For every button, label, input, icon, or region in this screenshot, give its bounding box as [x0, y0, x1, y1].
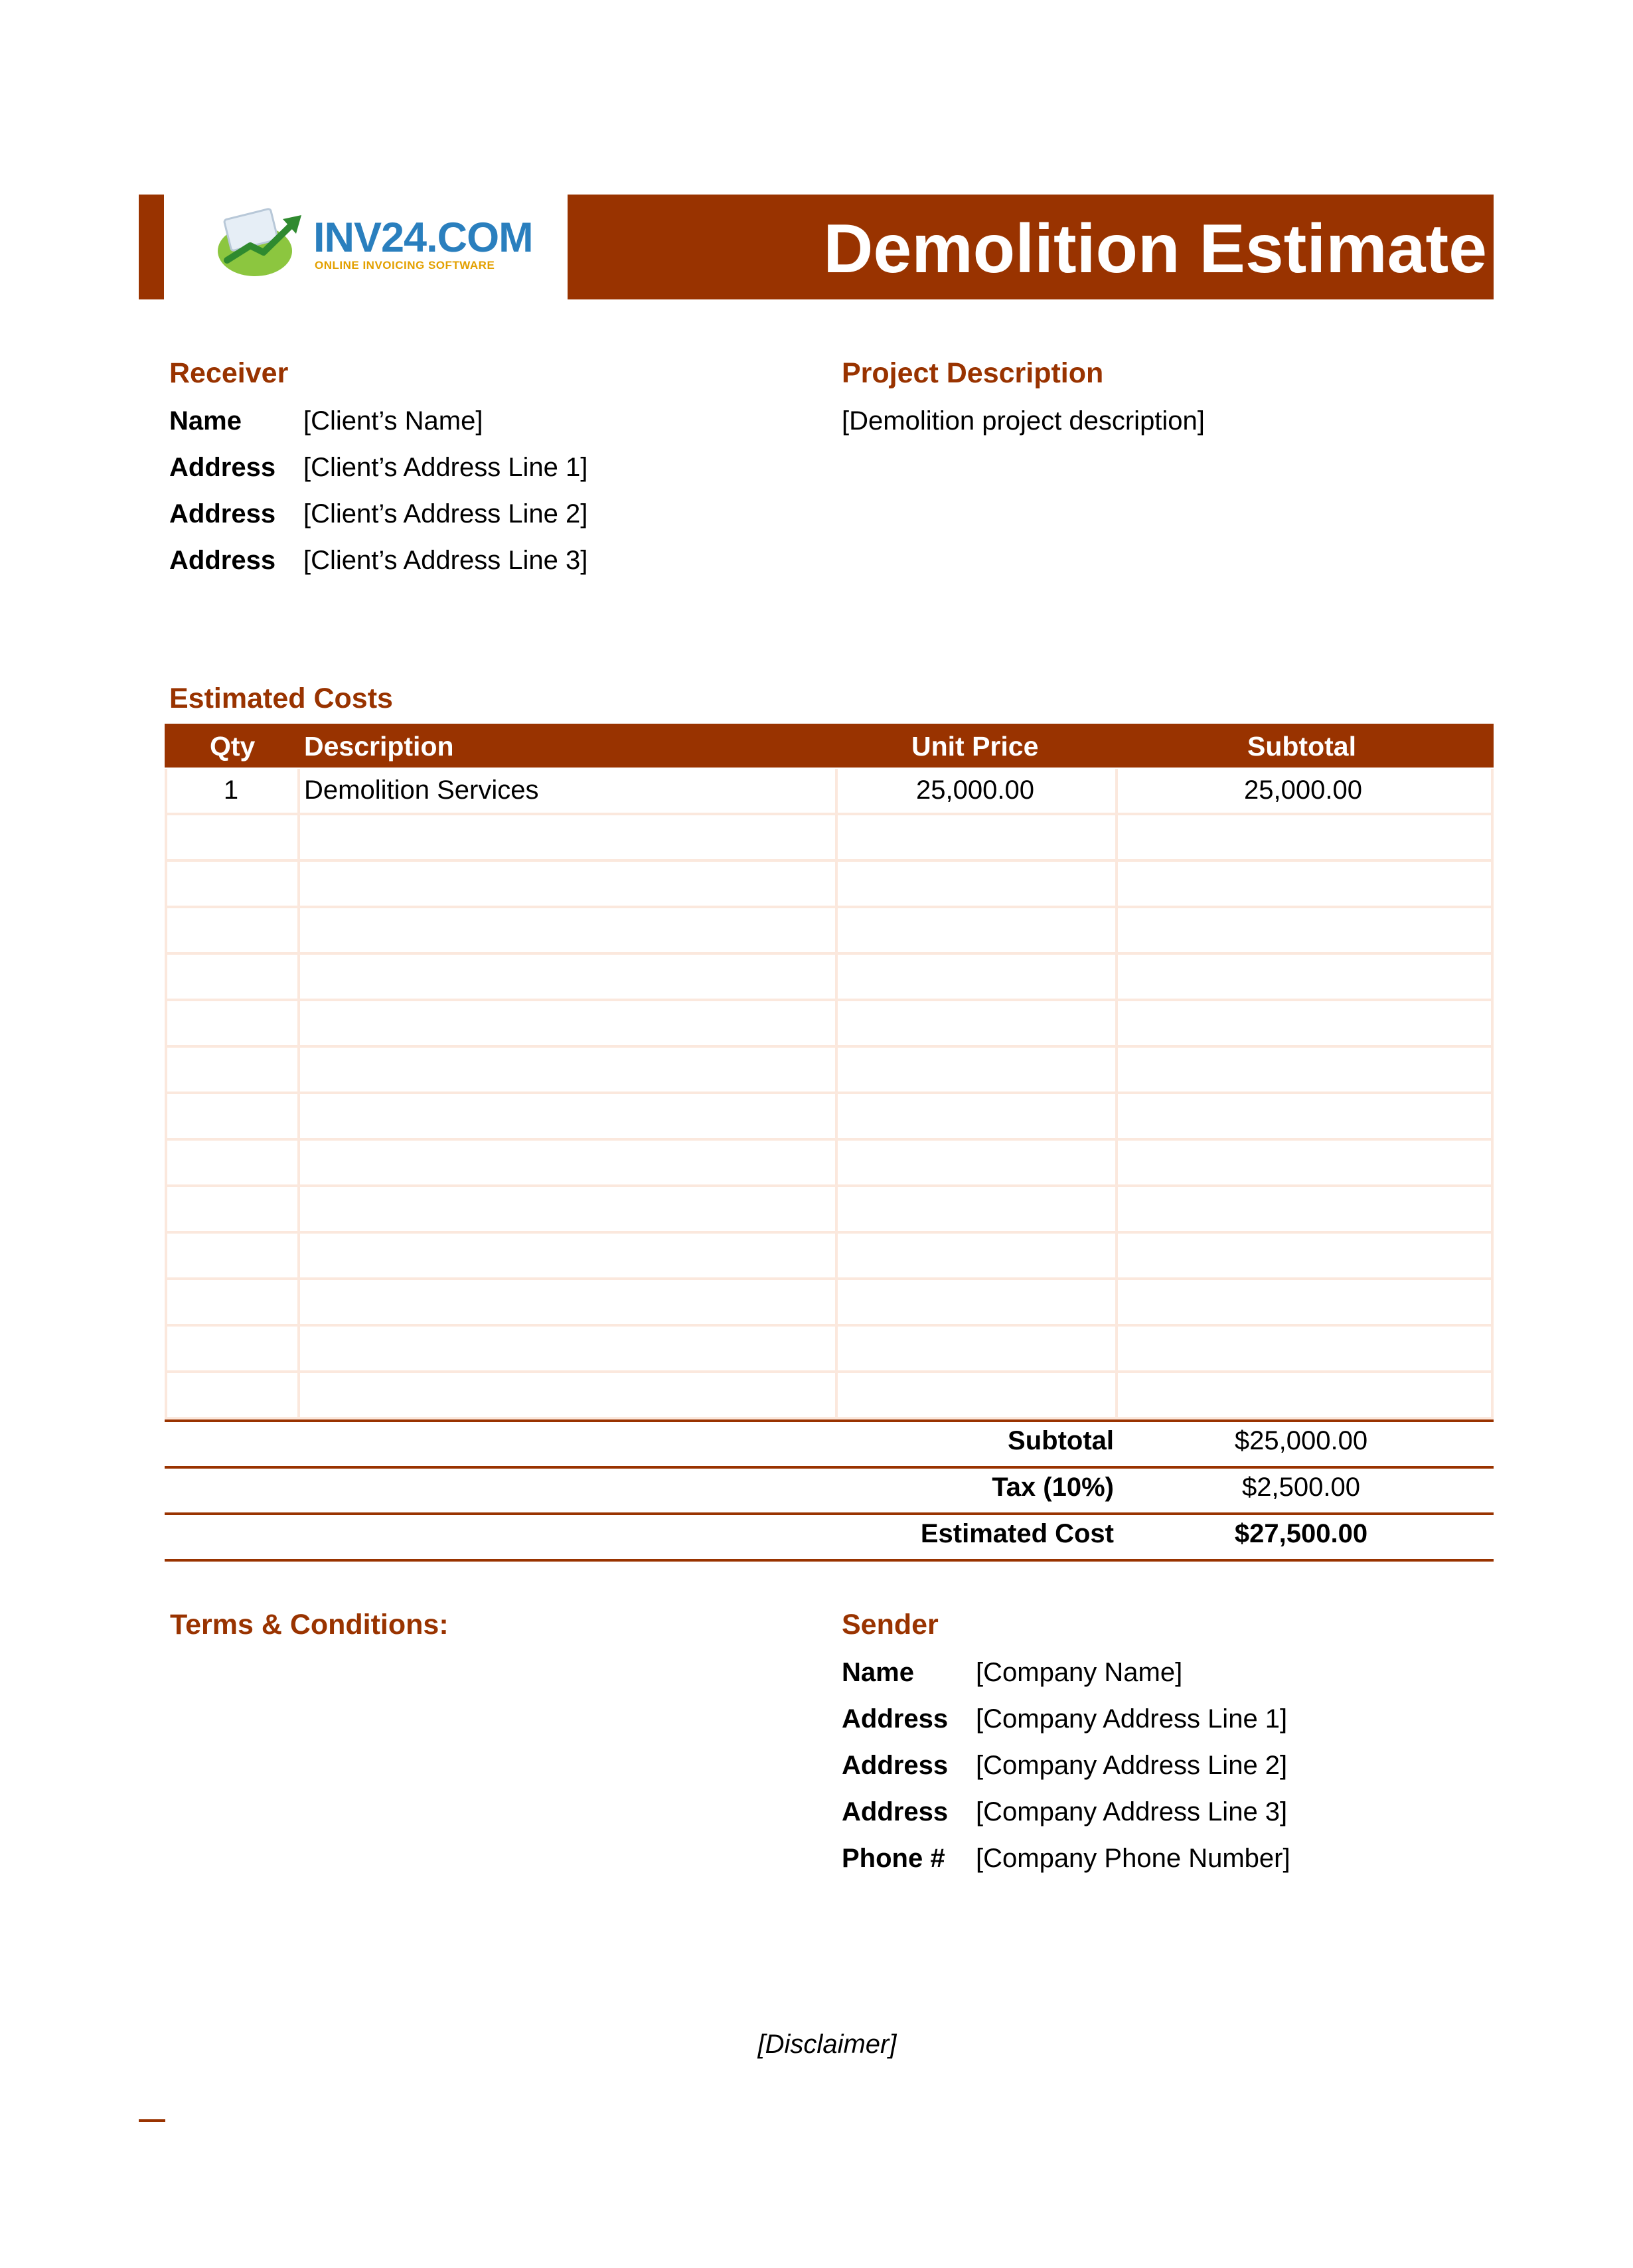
sender-phone-value: [Company Phone Number] — [976, 1844, 1290, 1873]
document-title: Demolition Estimate — [823, 210, 1487, 287]
subtotal-value: $25,000.00 — [1234, 1426, 1368, 1455]
column-header-subtotal: Subtotal — [1247, 731, 1356, 762]
estimated-cost-label: Estimated Cost — [920, 1519, 1114, 1548]
table-row — [165, 815, 1494, 862]
table-row — [165, 1001, 1494, 1048]
table-row — [165, 1141, 1494, 1187]
title-banner — [568, 195, 1494, 299]
sender-address3-label: Address — [842, 1797, 949, 1826]
row-unit-price: 25,000.00 — [916, 775, 1034, 805]
table-row — [165, 1187, 1494, 1234]
project-description-text: [Demolition project description] — [842, 406, 1205, 436]
sender-name-value: [Company Name] — [976, 1658, 1183, 1687]
costs-table-header — [165, 724, 1494, 768]
sender-heading: Sender — [842, 1609, 939, 1641]
sender-address2-value: [Company Address Line 2] — [976, 1751, 1288, 1780]
receiver-address3-value: [Client’s Address Line 3] — [303, 546, 588, 575]
table-row — [165, 955, 1494, 1001]
table-row — [165, 1327, 1494, 1373]
header-accent-bar — [139, 195, 164, 299]
totals-divider — [165, 1419, 1494, 1422]
receiver-address2-label: Address — [169, 499, 276, 528]
receiver-address1-label: Address — [169, 453, 276, 482]
receiver-address3-label: Address — [169, 546, 276, 575]
column-header-unit-price: Unit Price — [911, 731, 1039, 762]
sender-address1-value: [Company Address Line 1] — [976, 1704, 1288, 1734]
estimated-cost-value: $27,500.00 — [1234, 1519, 1368, 1548]
sender-address3-value: [Company Address Line 3] — [976, 1797, 1288, 1826]
row-description: Demolition Services — [304, 775, 539, 805]
subtotal-label: Subtotal — [1008, 1426, 1114, 1455]
footer-mark — [139, 2119, 165, 2122]
logo-tagline: ONLINE INVOICING SOFTWARE — [315, 259, 495, 272]
logo-wordmark: INV24.COM — [313, 214, 533, 261]
row-qty: 1 — [223, 775, 239, 805]
receiver-address2-value: [Client’s Address Line 2] — [303, 499, 588, 528]
costs-table-body — [165, 769, 1494, 1421]
totals-divider — [165, 1466, 1494, 1469]
terms-heading: Terms & Conditions: — [170, 1609, 449, 1641]
receiver-name-value: [Client’s Name] — [303, 406, 483, 436]
sender-address2-label: Address — [842, 1751, 949, 1780]
receiver-address1-value: [Client’s Address Line 1] — [303, 453, 588, 482]
totals-divider — [165, 1559, 1494, 1562]
column-header-description: Description — [304, 731, 454, 762]
tax-label: Tax (10%) — [992, 1473, 1114, 1502]
table-row — [165, 1048, 1494, 1094]
table-row — [165, 1373, 1494, 1419]
company-logo — [214, 199, 533, 285]
table-row — [165, 908, 1494, 955]
table-row — [165, 1234, 1494, 1280]
table-row — [165, 769, 1494, 815]
table-row — [165, 862, 1494, 908]
row-subtotal: 25,000.00 — [1244, 775, 1362, 805]
receiver-heading: Receiver — [169, 357, 289, 389]
project-description-heading: Project Description — [842, 357, 1104, 389]
disclaimer-text: [Disclaimer] — [757, 2030, 897, 2059]
sender-address1-label: Address — [842, 1704, 949, 1734]
receiver-name-label: Name — [169, 406, 242, 436]
sender-name-label: Name — [842, 1658, 914, 1687]
logo-graphic-icon — [214, 199, 313, 285]
table-row — [165, 1280, 1494, 1327]
table-row — [165, 1094, 1494, 1141]
estimated-costs-heading: Estimated Costs — [169, 683, 393, 714]
totals-divider — [165, 1512, 1494, 1515]
sender-phone-label: Phone # — [842, 1844, 945, 1873]
tax-value: $2,500.00 — [1242, 1473, 1360, 1502]
column-header-qty: Qty — [210, 731, 256, 762]
